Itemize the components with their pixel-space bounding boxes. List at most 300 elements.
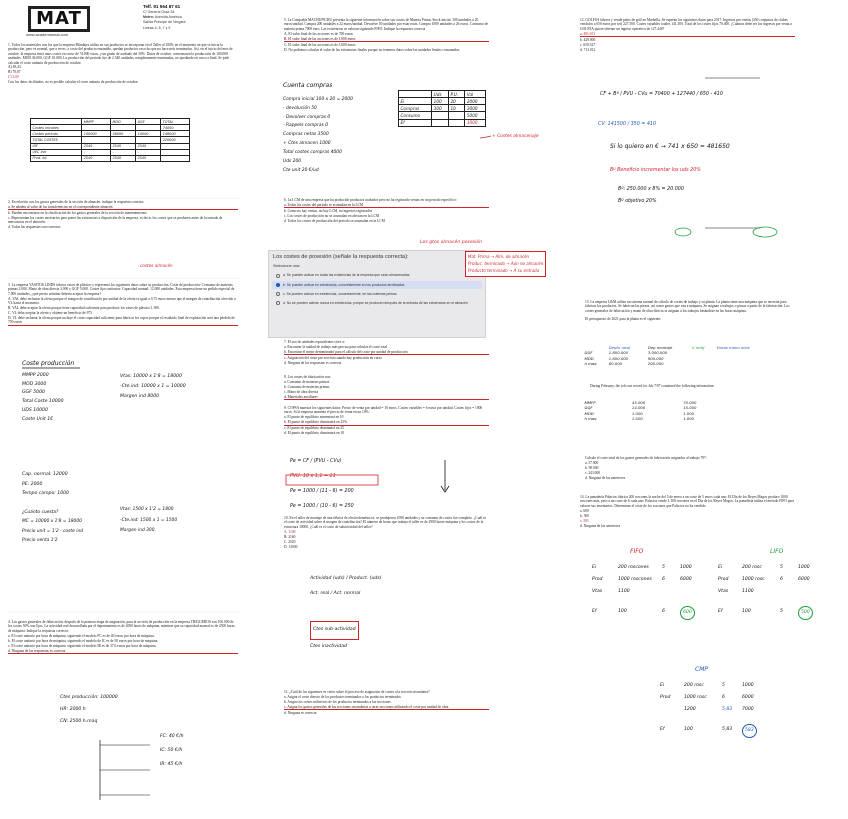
q13-option-a: a. 57.000 [585,460,599,465]
question-2 [8,200,238,230]
table-cell: GGF [584,350,593,356]
text-line: 1000 [798,565,810,570]
table-cell: Consumo [399,112,432,119]
text-line: 5,83 [722,726,733,732]
text-line: IR: 45 €/h [160,761,183,767]
table-header-row [399,91,486,98]
table-cell: 70.000 [683,399,697,405]
question-14 [580,495,795,529]
table-cell [448,119,464,126]
q6-option-d: d. Todos los costes de producción del periodo se acumulan en la LCM [284,218,385,223]
radio-selected-icon[interactable] [276,283,280,287]
table-cell: Compras [399,105,432,112]
lifo-work [718,562,838,620]
fifo-work [592,562,722,620]
table-cell: Horas mano obra [716,344,750,350]
q7-option-b: b. Encontrar el mejor denominador para el cálculo del coste por unidad de producción [284,350,489,355]
table-cell: 74000 [161,125,190,131]
q7-option-c: c. Asignación del coste por sección cuando hay producción en curso [284,355,382,360]
q4-option-b: b. El coste unitario por hora de máquina, siguiendo el modelo de IC es de 50 euros por hora de máquina. [8,638,159,643]
list-item [592,606,722,620]
list-item [660,724,790,738]
text-line: Bº objetivo 20% [618,198,657,204]
table-row [399,105,486,112]
table-cell: 146000 [161,131,190,137]
text-line: HR: 2000 h [60,706,86,712]
q3-text: 3. La empresa VASITOS LINDS fabrica vasos de plástico y representa los siguientes datos sobre su producción. Coste de producción: Consumo de materias primas 2.000. Mano de obra directa 3.000 y GGF 5.000. Costes fijos unitarios: Capacidad normal: 12.000 unidades. Esta empresa tiene un pedido especial de 7.000 unidades, ¿qué precio mínimo debería aceptar la empresa? [8,283,235,296]
q8-option-d: d. Materiales auxiliares [284,395,489,400]
q12-option-c: c. 650.327 [580,42,596,47]
list-item [718,586,838,598]
question-9 [284,406,489,436]
table-cell: - [136,149,161,155]
table-row [399,98,486,105]
text-line: 5 [722,683,725,688]
text-line: Vtas [592,588,603,594]
q5-hw-table [398,90,486,127]
q12-hw-cv: CV: 141500 / 350 = 410 [598,122,657,127]
table-cell: 1.000 [683,410,695,416]
text-line: Mat. Prima → Alm. de almacén [468,254,530,259]
q3-option-c: C. VL debe aceptar la oferta y obtiene un beneficio de 975 [8,311,93,316]
table-cell [161,155,190,161]
q14-option-c: c. 581 [580,518,589,523]
table-cell: Ef [399,119,432,126]
list-item [592,562,722,574]
table-cell: 45.000 [631,399,646,405]
contact-phone: Telf. 91 564 87 61 [143,4,181,9]
table-cell: Ei [399,98,432,105]
academy-logo [28,6,90,32]
text-line: PVU: 10 x 1,1 = 11 [290,473,336,479]
table-cell: 300 [432,105,449,112]
panel-option-a[interactable] [272,271,482,279]
q12-hw-benefit [618,184,684,207]
text-line: Ctes producción: 100000 [60,695,118,700]
lifo-title: LIFO [770,548,784,555]
q3-hw-title: Coste producción [22,360,75,367]
q13-budget-table [583,345,773,368]
text-line: 5 [780,565,783,570]
q1-option-c: C) 3,00 [8,75,19,80]
text-line: 100 [742,608,751,614]
text-line: -Cte.ind: 10000 x 1 = 10000 [120,384,186,390]
q14-option-a: a. 600 [580,508,589,513]
q4-text: 4. Los gastos generales de fabricación, después de la primera etapa de asignación, para la sección de producción en la empresa TRIGUEROS son 100.000 de los costes 50% son fijos. La actividad real desarrollada por el departamento es de 2000 horas de máquina, mientras que su capacidad normal es de 2500 horas de máquina. Indique la respuesta correcta: [8,620,235,633]
q11-text: 11. ¿Cuál de los siguientes es cierto sobre el proceso de asignación de costes a la sección secundaria? [284,690,430,694]
q13-question [585,456,795,481]
q10-text: 10. En el taller de montaje de una fábrica de electrodomésticos, se produjeron 1000 unidades y su consumo de costes fue completo. ¿Cuál es el coste de actividad sobre el margen de contribución? El número de horas que trabaja el taller es de 2900 horas-máquina y los costes de la estructura 10000. ¿Cuál es el costo de subactividad del taller? [284,516,486,529]
table-cell: 2000 [465,98,486,105]
contact-metro-exit: Salida Principe de Vergara [143,20,186,25]
q5-hw-note: + Costes almacenaje [492,134,539,139]
q1-cost-table [30,118,190,162]
contact-block [143,4,186,31]
list-item [592,586,722,598]
text-line: Total Coste 10000 [22,399,64,405]
q11-option-d: d. Ninguna es correcta [284,710,317,715]
question-4 [8,620,238,655]
text-line: Margen ind 8000 [120,394,160,400]
q8-option-c: c. Mano de obra directa [284,389,319,394]
question-7 [284,340,489,366]
text-line: 6 [662,608,665,614]
q12-hw-header: Bº Beneficio incrementar los uds 20% [610,168,701,173]
table-row [583,362,773,368]
q12-option-a: a. 481.651 [580,32,795,37]
table-cell: UEC inic [31,149,82,155]
table-row [31,155,190,161]
text-line: Ctes sub-actividad [310,621,359,640]
q10-option-d: D. 12000 [284,544,298,549]
q13-feb-text: During February, the job cost record for Job 7/97 contained the following information: [590,384,715,388]
table-row [583,417,733,423]
text-line: MC = 10000 x 1'8 = 18000 [22,519,82,525]
q5-option-c: C. El valor final de las acciones es de 3.000 euros [284,42,356,47]
text-line: Vtas [718,588,729,594]
text-line: 100 [684,726,693,732]
table-cell: - [82,149,111,155]
q3-option-d: D. VL debe rechazar la oferta porque incluye el coste capacidad suficiente para fabricar los copos porque el resultado final de explotación será una pérdida de 750 euros [8,316,238,326]
table-cell: 2540 [110,155,135,161]
q1-note: Con los datos facilitados, no es posible calcular el coste unitario de producción de octubre. [8,80,139,85]
table-cell: Depto mtaj [608,344,631,350]
table-cell: 1.000 [631,410,643,416]
question-6 [284,198,489,224]
table-cell: Costes iniciales [31,125,82,131]
table-cell: 1.600.000 [608,355,629,361]
text-line: 6 [780,576,783,582]
q8-option-b: b. Consumo de materias primas [284,384,330,389]
q3-option-b: B. VAL debe aceptar la oferta porque tiene capacidad suficiente para producir los vasos de plástico 1.500. [8,306,160,311]
table-cell: h maq [584,361,597,367]
q13-option-d: d. Ninguna de las anteriores [585,475,626,480]
table-cell: 2540 [110,143,135,149]
question-13 [585,300,795,322]
text-line [780,586,790,598]
q3-option-a: A. VAL debe rechazar la oferta porque el margen de contribución por unidad de la oferta es igual a 0,75 euros menor que el margen de contribución ofrecido a VL hasta el momento. [8,296,236,306]
table-cell: 10000 [136,131,161,137]
text-line: 1200 [684,706,696,712]
text-line: Prod [592,576,603,582]
text-line: IC: 50 €/h [160,747,183,753]
text-line: Ctes inactividad [310,644,347,650]
text-line: 600 [680,606,695,620]
text-line: Precio venta 1'2 [22,537,58,543]
text-line: -Cte.ind: 1500 x 1 = 1500 [120,517,178,523]
q11-option-b: b. Asigna los costes indirectos de los productos terminados a las secciones [284,699,391,704]
radio-icon[interactable] [276,301,280,305]
contact-lines: Lineas 4, 6, 7 y 9 [143,25,171,30]
text-line: c. Se pueden activar en existencias, concretamente, en las materias primas [283,291,397,296]
list-item [718,574,838,586]
text-line: Uds 200 [283,158,302,164]
table-cell: P.U. [448,91,464,98]
text-line: Cap. normal: 12000 [22,472,68,477]
q4-hw-results [160,730,184,771]
text-line: FC: 40 €/h [160,734,184,739]
question-12 [580,18,795,53]
q2-handwritten-note: costes almacén [140,263,173,268]
text-line: 1100 [742,588,754,594]
table-cell: MMPP [584,399,596,405]
text-line: Compras netas 3500 [283,132,329,138]
table-cell: Uds [432,91,449,98]
table-cell: 14.000 [631,405,646,411]
text-line: 1000 rosc [742,576,765,582]
q6-option-b: b. Como no hay ventas, no hay LCM, no ingresos registrados [284,208,373,213]
radio-icon[interactable] [276,292,280,296]
panel-instruction: Seleccione una: [273,263,301,268]
text-line: Vtas: 10000 x 1'8 = 18000 [120,374,182,379]
text-line: Pe = 1000 / (11 - 6) = 200 [290,488,354,494]
list-item [660,692,790,704]
q14-option-d: d. Ninguna de las anteriores [580,523,621,528]
text-line: Pe = 1000 / (10 - 6) = 250 [290,503,354,509]
table-cell: 1.800.000 [608,350,629,356]
q5-hw-title: Cuenta compras [283,82,333,89]
table-cell: - [110,149,135,155]
q12-hw-result: Si lo quiero en € → 741 x 650 = 481650 [610,143,730,150]
table-row [399,112,486,119]
table-cell: 2540 [82,155,111,161]
table-cell: MOD [584,355,594,361]
cmp-work [660,680,790,738]
q14-option-b: b. 500 [580,513,589,518]
text-line [660,704,676,716]
q3-hw-capacity [22,470,69,499]
q13-text: 13. La empresa L&M utiliza un sistema normal de cálculo de costes de trabajo y su planta. La planta tiene una máquina que se necesita para fabricar los productos. Se fabrican las piezas, así como gastos que van a máquina. Se asignan a trabajos o piezas a partir de la fabricación. Los costes generales de fabricación y mano de obra directa se asignan a los trabajos basándose en las horas máquina. [585,300,790,313]
q12-option-d: d. 713.012 [580,47,596,52]
q9-hw-work [290,455,354,514]
list-item [592,574,722,586]
text-line: - Devolver compras 0 [283,114,331,120]
q4-hw-work [60,692,118,728]
text-line: Ei [660,683,665,688]
text-line: 200 rosc [684,683,704,688]
text-line: 7000 [742,706,754,712]
text-line: 200 roscones [618,565,649,570]
text-line: Total costes compras 4000 [283,149,342,155]
text-line: Metro: [143,15,154,20]
q7-option-d: d. Ninguna de las respuestas es correcta [284,360,342,365]
logo-text: MAT [36,8,82,30]
text-line: 5,83 [722,706,733,712]
q13-option-c: c. 243.000 [585,470,601,475]
text-line: - devolución 50 [283,105,317,111]
table-cell: 3000 [465,105,486,112]
table-cell [448,112,464,119]
table-cell: h mntj [692,344,705,350]
text-line: Ef [660,726,665,732]
text-line: 1000 [680,565,692,570]
quiz-panel [268,250,486,338]
q9-option-d: d. El punto de equilibrio disminuirá en 10 [284,431,345,436]
text-line: Coste Unit 1€ [22,416,54,422]
text-line: - Rappels compras 0 [283,123,329,129]
table-cell: 200.000 [647,361,664,367]
list-item [718,606,838,620]
panel-hw-box [465,251,546,277]
table-cell: 2540 [136,143,161,149]
panel-title: Los costes de posesión (señale la respuesta correcta): [273,254,409,260]
table-cell: 10 [448,105,464,112]
table-cell: 60.000 [608,361,623,367]
q5-option-a: A. El valor final de las acciones es de 700 euros [284,31,353,36]
q3-hw-price [22,508,83,545]
q9-option-c: c. El punto de equilibrio disminuirá en 25 [284,426,344,431]
q3-hw-costs [22,372,64,424]
table-cell [432,112,449,119]
table-cell: 20 [448,98,464,105]
text-line: Producto terminado → A su entrada [468,268,540,274]
text-line: Produc. terminado → Aún no almacén [468,261,544,267]
radio-icon[interactable] [276,274,280,278]
q3-hw-totals [120,505,177,537]
table-cell: 5000 [465,112,486,119]
text-line: Precio unit = 1'2 - coste ind [22,528,84,534]
q5-text: 5. La Compañía MACHUPICHU presenta la siguiente información sobre sus costes de Materia Prima: Stock inicial, 100 unidades a 20 euros/unidad. Compra 200 unidades a 22 euros/unidad. Devuelve 50 unidades por estar rotas. Compra 1000 unidades a 26 euros. Consumo de materia prima 7000 euro. Las existencias se valoran siguiendo FIFO. Indique la respuesta correcta [284,18,489,31]
question-5 [284,18,489,53]
text-line: 6 [662,576,665,582]
q4-option-d: d. Ninguna de las respuestas es correcta [8,649,238,654]
q11-option-c: c. Asigna los gastos generales de las secciones secundarias a otras secciones utilizando el coste por unidad de obra [284,705,489,710]
q10-option-a: A. 1100 [284,529,296,534]
q7-option-a: a. Encontrar la unidad de trabajo más precisa para calcular el coste total [284,344,388,349]
q12-text: 12. GOLFSA fabrica y vende palos de golf en Marbella. Se esperan los siguientes datos para 2017: Ingresos por ventas (350 conjuntos de clubes vendidos a 650 euros por set) 227.500. Costes variables totales 141.500. Total de los costes fijos 70.400. ¿Cuántos debe ser los ingresos por venta a GOLFSA quiere obtener un ingreso operativo de 127.440? [580,18,792,31]
q4-option-a: a. El coste unitario por hora de máquina, siguiendo el modelo FC es de 40 euros por hora de máquina. [8,633,155,638]
text-line: Act. real / Act. normal [310,590,361,596]
q4-option-c: c. El coste unitario por hora de máquina, siguiendo el modelo IR es de 37,6 euros por hora de máquina. [8,643,157,648]
q6-text: 6. La LCM de una empresa que ha producido productos acabados pero no ha registrado ventas en un periodo específico: [284,198,457,202]
text-line: Calcule el coste total de los gastos generales de fabricación asignados al trabajo 797: [585,456,707,460]
table-cell [691,362,716,368]
table-cell: 2540 [136,155,161,161]
text-line: Ef [592,608,597,614]
text-line: 1000 [742,683,754,688]
table-cell [399,91,432,98]
q5-option-d: D. No podemos calcular el valor de las existencias finales porque no tenemos datos sobre las unidades finales consumidas [284,47,460,52]
table-cell: Dep montaje [647,344,673,350]
panel-hw-note: Los gtos almacén posesión [420,240,483,245]
text-line: Tempo campo: 1000 [22,491,69,497]
text-line: Ei [718,565,723,570]
q2-option-b: b. Pueden encontrarse en la clasificación de los gastos generales de la sección de mantenimiento. [8,210,148,215]
text-line: Ef [718,608,723,614]
q1-text: 1. Todos los materiales con los que la empresa Blindajes utiliza en sus productos se incorporan en el Taller al 100% en el momento en que se inicia la producción, pero es normal, que a veces, a costo del producto ensamble, quedan productos en ocho que no hace más terminados. Así, en el inicio del mes de octubre, la empresa tenía unos costes en curso de 74.000 euros, y un grado de acabado del 50%. Datos de octubre: comenzaron la producción de 100.000 unidades. MOD 36.000, GGF 10.000. La producción del periodo fue de 2.540 unidades completamente terminadas, no quedando en curso a final. Se pide calcular el coste unitario de producción de octubre. [8,43,233,65]
text-line: 583 [742,724,757,738]
table-cell: h maq [584,416,597,422]
table-cell: 900.000 [647,355,664,361]
q2-text: 2. En relación con los gastos generales de la sección de almacén, indique la respuesta correcta: [8,200,145,204]
text-line: d. No se pueden activar nunca en existencias, porque se producen después de la entrada de las existencias en el almacén [283,300,468,305]
text-line: Margen ind 300 [120,528,155,534]
table-cell: 36000 [110,131,135,137]
question-8 [284,375,489,401]
table-cell: 2540 [82,143,111,149]
list-item [718,562,838,574]
q1-option-a: A) 83,43 [8,65,21,70]
text-line: 5 [780,608,783,614]
panel-option-d[interactable] [272,299,482,307]
text-line: 1000 roscones [618,576,652,582]
fifo-title: FIFO [630,548,644,555]
text-line: ¿Cuánto cuesta? [22,510,59,515]
table-cell: TOTAL COSTES [31,137,82,143]
text-line: Actividad (uds) / Product. (uds) [310,576,382,581]
q2-option-c: c. Representan los costes necesarios para poner las existencias a disposición de la empresa, es decir, los costes que se producen antes de la entrada de mercancías en el almacén. [8,215,223,225]
text-line: + Ctes almacen 1000 [283,141,331,147]
text-line: Prod [718,576,729,582]
table-cell: TOTAL [161,119,190,125]
table-cell: 3.000.000 [647,350,668,356]
q9-option-b: b. El punto de equilibrio disminuirá en 25% [284,420,489,425]
q11-option-a: a. Asigna el coste directo de los productos terminados a los productos terminados [284,694,401,699]
q12-hw-formula: CF + Bº / PVU - CVu = 70400 + 127440 / 650 - 410 [600,92,723,97]
text-line: Prod [660,694,671,700]
q13-budget: El presupuesto de 2021 para la planta es el siguiente: [585,317,662,322]
text-line: MMPP 2000 [22,373,49,378]
question-3 [8,283,238,326]
text-line: GGF 5000 [22,390,45,396]
table-cell: 100 [432,98,449,105]
text-line: b. Se pueden activar en existencias, concretamente en los productos terminados [283,282,405,287]
text-line: 100 [618,608,627,614]
q2-option-d: d. Todas las respuestas son correctas [8,225,61,230]
table-cell: 15.000 [683,405,697,411]
text-line: PE: 2000 [22,481,43,487]
table-cell: MOD [584,410,594,416]
q12-option-b: b. 429.000 [580,37,596,42]
cmp-title: CMP [695,666,708,673]
q10-hw-work [310,572,381,655]
q9-text: 9. COPSA muestra los siguientes datos: Precio de venta por unidad = 10 euros. Costes variables = 6 euros por unidad. Costes fijos = 1000 euros. Si la empresa aumenta el precio de venta en un 10%: [284,406,483,415]
question-10 [284,516,489,550]
text-line: MOD 3000 [22,381,47,387]
question-11 [284,690,489,716]
q6-option-c: c. Los costes de producción no se acumulan en afectan en la LCM [284,213,380,218]
table-cell: MOD [110,119,135,125]
table-cell: Val [465,91,486,98]
text-line: CN: 2500 h.maq [60,718,98,724]
text-line: Bº: 250.000 x 8% = 20.000 [618,187,684,192]
table-cell: GGF [584,405,593,411]
panel-option-c[interactable] [272,290,482,298]
table-cell: 1000 [465,119,486,126]
q13-option-b: b. 99.000 [585,465,599,470]
list-item [660,704,790,716]
question-1 [8,43,238,85]
panel-option-b[interactable] [272,281,482,289]
table-cell: UIF [31,143,82,149]
text-line: 500 [798,606,813,620]
text-line: Pe = CF / (PVU - CVu) [290,459,342,464]
text-line: 6000 [798,576,810,582]
table-cell [432,119,449,126]
text-line: Avenida América [154,15,182,20]
q5-option-b: B. El valor final de las acciones es de 1.000 euros [284,37,489,42]
q1-option-b: B) 70,87 [8,70,21,75]
text-line: Vtas: 1500 x 1'2 = 1800 [120,507,174,512]
text-line: UDS 10000 [22,407,48,413]
q10-option-b: B. 2160 [284,534,296,539]
text-line: a. Se pueden activar en todas las existencias de la empresa que sean almacenadas [283,273,410,278]
text-line [662,586,672,598]
table-cell: 1.000 [631,416,643,422]
table-cell: 100000 [82,131,111,137]
q9-option-a: a. El punto de equilibrio aumentará en 10 [284,415,344,420]
q6-option-a: a. Todos los costes del periodo se acumulan en la LCM [284,203,489,208]
